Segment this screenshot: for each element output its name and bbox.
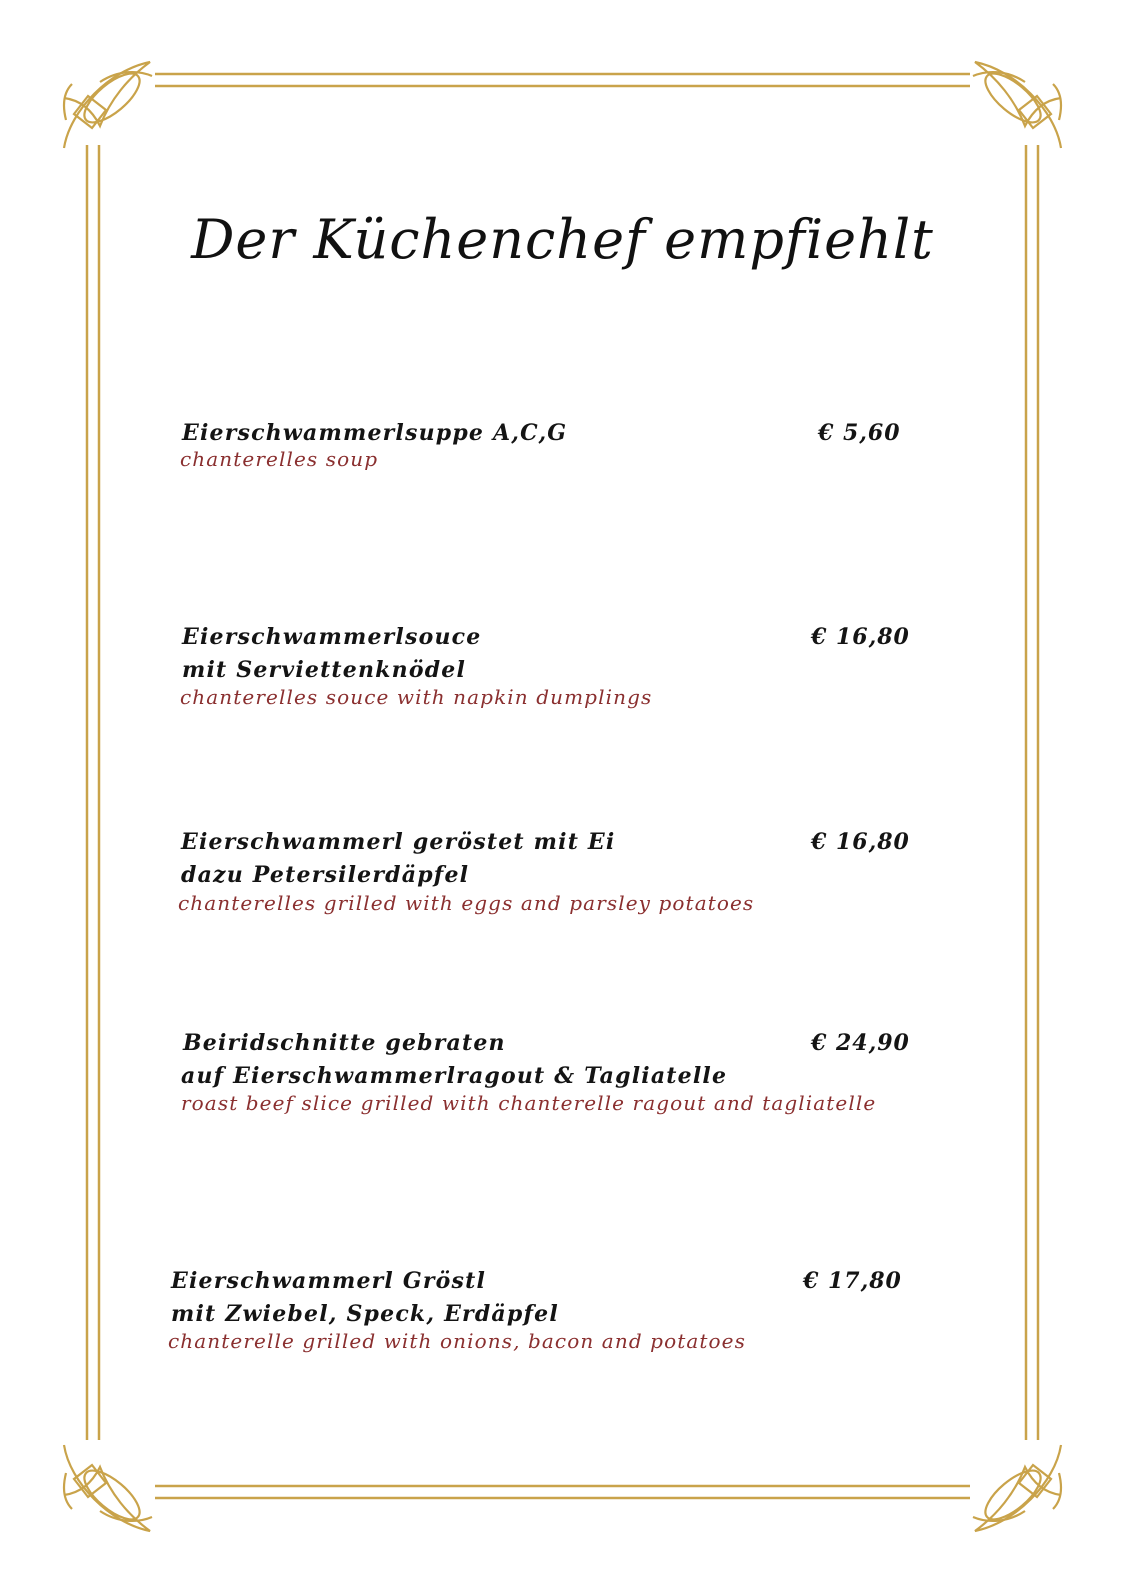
- item-name-line2: auf Eierschwammerlragout & Tagliatelle: [181, 1063, 728, 1089]
- item-name-line2: mit Zwiebel, Speck, Erdäpfel: [171, 1301, 559, 1327]
- item-name-line2: dazu Petersilerdäpfel: [181, 862, 470, 888]
- item-description: chanterelles souce with napkin dumplings: [180, 685, 653, 709]
- item-description: roast beef slice grilled with chanterelle ragout and tagliatelle: [181, 1091, 877, 1115]
- item-price: € 16,80: [811, 624, 910, 650]
- item-description: chanterelles grilled with eggs and parsley potatoes: [178, 891, 755, 915]
- item-name-line1: Eierschwammerl geröstet mit Ei: [181, 829, 616, 855]
- corner-ornament-top-right: [973, 62, 1061, 148]
- item-price: € 24,90: [811, 1030, 910, 1056]
- item-price: € 5,60: [818, 420, 901, 446]
- corner-ornament-bottom-left: [64, 1445, 152, 1531]
- item-name-line1: Eierschwammerl Gröstl: [171, 1268, 487, 1294]
- item-name-line2: mit Serviettenknödel: [182, 657, 467, 683]
- corner-ornament-top-left: [64, 62, 152, 148]
- item-description: chanterelles soup: [180, 447, 379, 471]
- item-name-line1: Eierschwammerlsouce: [182, 624, 482, 650]
- corner-ornament-bottom-right: [973, 1445, 1061, 1531]
- item-description: chanterelle grilled with onions, bacon and potatoes: [168, 1329, 746, 1353]
- item-price: € 17,80: [803, 1268, 902, 1294]
- item-price: € 16,80: [811, 829, 910, 855]
- page-title: Der Küchenchef empfiehlt: [191, 208, 934, 271]
- item-name-line1: Eierschwammerlsuppe A,C,G: [182, 420, 568, 446]
- item-name-line1: Beiridschnitte gebraten: [183, 1030, 506, 1056]
